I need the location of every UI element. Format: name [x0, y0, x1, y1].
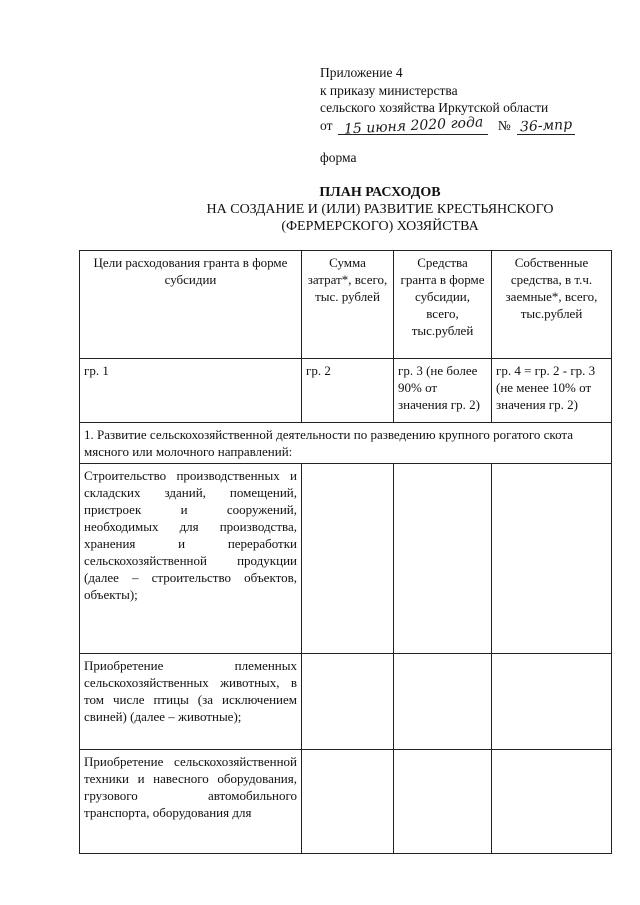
section-1-title: 1. Развитие сельскохозяйственной деятельности по разведению крупного рогатого скота мясного или молочного направлений: — [80, 423, 612, 464]
row-cell-empty — [394, 464, 492, 654]
number-field — [517, 117, 575, 135]
header-total-cost: Сумма затрат*, всего, тыс. рублей — [302, 251, 394, 359]
group-2: гр. 2 — [302, 359, 394, 423]
row-cell-empty — [302, 464, 394, 654]
row-cell-empty — [302, 654, 394, 750]
document-title — [140, 184, 620, 235]
title-sub-2: (ФЕРМЕРСКОГО) ХОЗЯЙСТВА — [281, 219, 479, 234]
header-own-funds: Собственные средства, в т.ч. заемные*, всего, тыс.рублей — [492, 251, 612, 359]
header-purpose: Цели расходования гранта в форме субсидии — [80, 251, 302, 359]
table-group-row — [80, 359, 612, 423]
group-1: гр. 1 — [80, 359, 302, 423]
table-row — [80, 464, 612, 654]
title-main: ПЛАН РАСХОДОВ — [319, 185, 441, 200]
appendix-block — [320, 64, 620, 138]
title-sub-1: НА СОЗДАНИЕ И (ИЛИ) РАЗВИТИЕ КРЕСТЬЯНСКОГО — [206, 202, 554, 217]
group-3: гр. 3 (не более 90% от значения гр. 2) — [394, 359, 492, 423]
number-label: № — [497, 117, 511, 133]
row-purpose-machinery: Приобретение сельскохозяйственной техники и навесного оборудования, грузового автомобильного транспорта, оборудования для — [80, 750, 302, 854]
form-label: форма — [320, 150, 357, 165]
from-label: от — [320, 117, 333, 133]
group-4: гр. 4 = гр. 2 - гр. 3 (не менее 10% от значения гр. 2) — [492, 359, 612, 423]
appendix-date-line — [320, 113, 620, 138]
table-row — [80, 654, 612, 750]
appendix-ministry: сельского хозяйства Иркутской области — [320, 100, 549, 115]
appendix-order-ref: к приказу министерства — [320, 82, 458, 98]
handwritten-date: 15 июня 2020 года — [343, 113, 484, 138]
table-row — [80, 750, 612, 854]
row-cell-empty — [492, 750, 612, 854]
handwritten-number: 36-мпр — [519, 116, 573, 135]
row-cell-empty — [492, 654, 612, 750]
appendix-number: Приложение 4 — [320, 65, 403, 80]
date-field — [338, 113, 488, 138]
row-cell-empty — [492, 464, 612, 654]
row-purpose-construction: Строительство производственных и складских зданий, помещений, пристроек и сооружений, необходимых для производства, хранения и переработки сельскохозяйственной продукции (далее – строительство объектов, объекты); — [80, 464, 302, 654]
row-cell-empty — [302, 750, 394, 854]
expense-plan-table — [79, 250, 612, 854]
row-cell-empty — [394, 654, 492, 750]
table-section-row — [80, 423, 612, 464]
row-cell-empty — [394, 750, 492, 854]
header-grant-funds: Средства гранта в форме субсидии, всего, тыс.рублей — [394, 251, 492, 359]
table-header-row — [80, 251, 612, 359]
row-purpose-animals: Приобретение племенных сельскохозяйственных животных, в том числе птицы (за исключением свиней) (далее – животные); — [80, 654, 302, 750]
